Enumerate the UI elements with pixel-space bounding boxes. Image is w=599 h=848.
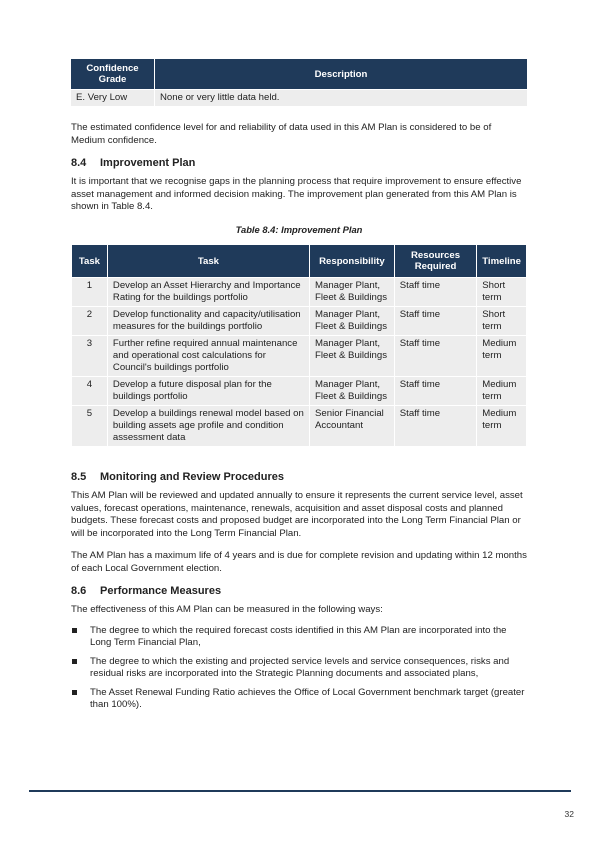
responsibility-header: Responsibility	[310, 245, 394, 277]
timeline-header: Timeline	[477, 245, 526, 277]
page-content	[71, 58, 527, 712]
description-header: Description	[155, 59, 527, 89]
monitoring-paragraph-2: The AM Plan has a maximum life of 4 years and is due for complete revision and updating within 12 months of each Local Government election.	[71, 550, 527, 574]
table-caption: Table 8.4: Improvement Plan	[235, 223, 363, 235]
section-heading-8-4	[71, 157, 527, 169]
responsibility-cell: Manager Plant, Fleet & Buildings	[310, 377, 394, 405]
section-title: Monitoring and Review Procedures	[100, 471, 284, 483]
resources-cell: Staff time	[395, 406, 476, 446]
resources-cell: Staff time	[395, 307, 476, 335]
table-row	[72, 377, 526, 405]
resources-header: Resources Required	[395, 245, 476, 277]
task-cell: Further refine required annual maintenance and operational cost calculations for Council's buildings portfolio	[108, 336, 309, 376]
timeline-cell: Medium term	[477, 336, 526, 376]
list-item	[71, 625, 527, 650]
task-number-cell: 5	[72, 406, 107, 446]
footer-divider	[29, 790, 571, 792]
confidence-grade-table	[70, 58, 528, 107]
confidence-table-header-row	[71, 59, 527, 89]
table-row	[72, 406, 526, 446]
task-header: Task	[108, 245, 309, 277]
list-item	[71, 656, 527, 681]
task-cell: Develop functionality and capacity/utilisation measures for the buildings portfolio	[108, 307, 309, 335]
resources-cell: Staff time	[395, 377, 476, 405]
section-title: Performance Measures	[100, 585, 222, 597]
timeline-cell: Short term	[477, 278, 526, 306]
confidence-grade-cell: E. Very Low	[71, 90, 154, 106]
list-item-text: The Asset Renewal Funding Ratio achieves the Office of Local Government benchmark target (greater than 100%).	[90, 686, 525, 710]
task-number-cell: 3	[72, 336, 107, 376]
square-bullet-icon	[72, 690, 77, 695]
section-heading-8-6	[71, 585, 527, 597]
improvement-plan-intro: It is important that we recognise gaps in the planning process that require improvement to ensure effective asset management and informed decision making. The improvement plan generated from this AM Plan is shown in Table 8.4.	[71, 176, 522, 212]
resources-cell: Staff time	[395, 278, 476, 306]
responsibility-cell: Manager Plant, Fleet & Buildings	[310, 307, 394, 335]
description-cell: None or very little data held.	[155, 90, 527, 106]
timeline-cell: Medium term	[477, 406, 526, 446]
timeline-cell: Short term	[477, 307, 526, 335]
confidence-statement: The estimated confidence level for and reliability of data used in this AM Plan is considered to be of Medium confidence.	[71, 122, 492, 146]
performance-intro: The effectiveness of this AM Plan can be measured in the following ways:	[71, 604, 383, 615]
task-cell: Develop a future disposal plan for the buildings portfolio	[108, 377, 309, 405]
table-row	[72, 307, 526, 335]
section-title: Improvement Plan	[100, 157, 196, 169]
section-heading-8-5	[71, 471, 527, 483]
responsibility-cell: Manager Plant, Fleet & Buildings	[310, 336, 394, 376]
table-row	[71, 90, 527, 106]
list-item	[71, 687, 527, 712]
confidence-grade-header: Confidence Grade	[71, 59, 154, 89]
improvement-plan-table	[71, 244, 527, 447]
responsibility-cell: Manager Plant, Fleet & Buildings	[310, 278, 394, 306]
section-number: 8.5	[71, 471, 87, 483]
list-item-text: The degree to which the required forecast costs identified in this AM Plan are incorporated into the Long Term Financial Plan,	[90, 624, 507, 648]
square-bullet-icon	[72, 659, 77, 664]
table-row	[72, 336, 526, 376]
task-number-cell: 4	[72, 377, 107, 405]
task-number-cell: 2	[72, 307, 107, 335]
square-bullet-icon	[72, 628, 77, 633]
task-number-cell: 1	[72, 278, 107, 306]
task-number-header: Task	[72, 245, 107, 277]
page-number: 32	[564, 809, 574, 819]
section-number: 8.4	[71, 157, 87, 169]
resources-cell: Staff time	[395, 336, 476, 376]
performance-measures-list	[71, 625, 527, 712]
section-number: 8.6	[71, 585, 87, 597]
responsibility-cell: Senior Financial Accountant	[310, 406, 394, 446]
task-cell: Develop an Asset Hierarchy and Importance Rating for the buildings portfolio	[108, 278, 309, 306]
improvement-table-header-row	[72, 245, 526, 277]
timeline-cell: Medium term	[477, 377, 526, 405]
monitoring-paragraph-1: This AM Plan will be reviewed and updated annually to ensure it represents the current service level, asset values, forecast operations, maintenance, renewals, acquisition and asset disposal costs and planned budgets. These forecast costs and proposed budget are incorporated into the Long Term Financial Plan or will be incorporated into the Long Term Financial Plan.	[71, 490, 523, 539]
list-item-text: The degree to which the existing and projected service levels and service consequences, risks and residual risks are incorporated into the Strategic Planning documents and associated plans,	[90, 655, 510, 679]
table-row	[72, 278, 526, 306]
task-cell: Develop a buildings renewal model based on building assets age profile and condition assessment data	[108, 406, 309, 446]
